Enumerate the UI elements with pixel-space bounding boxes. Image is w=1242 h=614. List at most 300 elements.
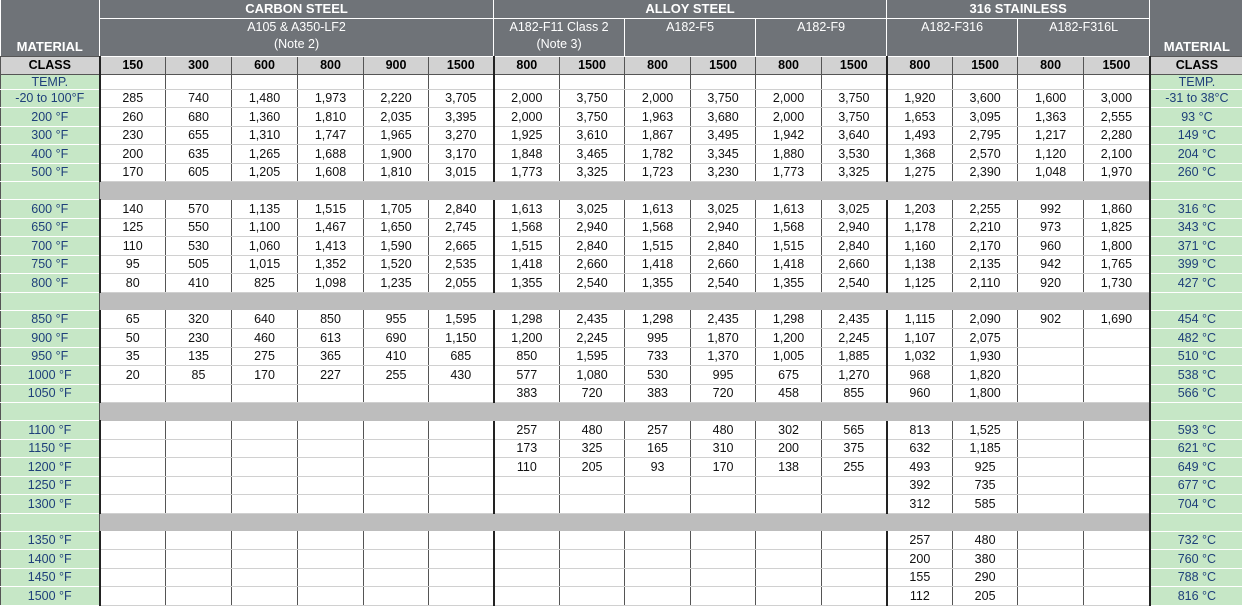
- material-label-right: MATERIAL: [1163, 38, 1230, 54]
- value-cell: [232, 568, 298, 587]
- value-cell: 2,220: [364, 89, 429, 108]
- spacer-band: [100, 182, 1150, 200]
- group-header: ALLOY STEEL: [494, 0, 887, 18]
- value-cell: 2,555: [1084, 108, 1150, 127]
- temp-c-cell: 427 °C: [1150, 274, 1242, 293]
- value-cell: 1,200: [494, 329, 560, 348]
- value-cell: [364, 384, 429, 403]
- value-cell: 2,135: [953, 255, 1018, 274]
- value-cell: [232, 439, 298, 458]
- empty-cell: [429, 74, 494, 89]
- value-cell: [560, 550, 625, 569]
- value-cell: 3,170: [429, 145, 494, 164]
- value-cell: 1,185: [953, 439, 1018, 458]
- table-row: [1, 163, 1242, 182]
- empty-cell: [953, 74, 1018, 89]
- value-cell: [625, 495, 691, 514]
- value-cell: [1084, 476, 1150, 495]
- value-cell: 365: [298, 347, 364, 366]
- temp-f-cell: 1500 °F: [1, 587, 100, 606]
- value-cell: [1018, 439, 1084, 458]
- value-cell: 2,000: [756, 89, 822, 108]
- value-cell: 3,750: [560, 89, 625, 108]
- value-cell: 1,060: [232, 237, 298, 256]
- value-cell: 1,203: [887, 200, 953, 219]
- value-cell: 257: [887, 531, 953, 550]
- value-cell: 1,310: [232, 126, 298, 145]
- class-cell: 1500: [429, 56, 494, 74]
- value-cell: [1018, 568, 1084, 587]
- value-cell: 973: [1018, 218, 1084, 237]
- value-cell: 2,255: [953, 200, 1018, 219]
- value-cell: 2,435: [560, 310, 625, 329]
- value-cell: [166, 568, 232, 587]
- value-cell: 2,000: [494, 89, 560, 108]
- spacer-band: [100, 403, 1150, 421]
- value-cell: 2,210: [953, 218, 1018, 237]
- temp-c-cell: 704 °C: [1150, 495, 1242, 514]
- value-cell: [232, 384, 298, 403]
- value-cell: 635: [166, 145, 232, 164]
- value-cell: 1,860: [1084, 200, 1150, 219]
- table-row: [1, 145, 1242, 164]
- value-cell: [625, 476, 691, 495]
- value-cell: 290: [953, 568, 1018, 587]
- value-cell: 3,345: [691, 145, 756, 164]
- table-row: [1, 218, 1242, 237]
- value-cell: [232, 476, 298, 495]
- empty-cell: [887, 74, 953, 89]
- value-cell: 2,245: [822, 329, 887, 348]
- class-label-left: CLASS: [1, 56, 100, 74]
- value-cell: 460: [232, 329, 298, 348]
- value-cell: 3,705: [429, 89, 494, 108]
- value-cell: 655: [166, 126, 232, 145]
- value-cell: 1,773: [494, 163, 560, 182]
- value-cell: [364, 587, 429, 606]
- value-cell: 1,870: [691, 329, 756, 348]
- subgroup-note: (Note 3): [536, 36, 582, 51]
- value-cell: 480: [560, 421, 625, 440]
- temp-c-cell: 538 °C: [1150, 366, 1242, 385]
- value-cell: 605: [166, 163, 232, 182]
- value-cell: 50: [100, 329, 166, 348]
- value-cell: 1,590: [364, 237, 429, 256]
- value-cell: 383: [625, 384, 691, 403]
- value-cell: [429, 384, 494, 403]
- value-cell: 2,840: [691, 237, 756, 256]
- value-cell: 200: [887, 550, 953, 569]
- value-cell: 3,025: [822, 200, 887, 219]
- value-cell: [1018, 458, 1084, 477]
- value-cell: 550: [166, 218, 232, 237]
- temp-f-cell: 500 °F: [1, 163, 100, 182]
- table-row: [1, 421, 1242, 440]
- value-cell: 458: [756, 384, 822, 403]
- value-cell: 1,265: [232, 145, 298, 164]
- table-row: [1, 347, 1242, 366]
- value-cell: [298, 458, 364, 477]
- subgroup-header: [887, 18, 1018, 56]
- value-cell: [756, 495, 822, 514]
- value-cell: 1,275: [887, 163, 953, 182]
- class-cell: 1500: [1084, 56, 1150, 74]
- value-cell: 1,493: [887, 126, 953, 145]
- value-cell: 3,600: [953, 89, 1018, 108]
- value-cell: [494, 476, 560, 495]
- value-cell: 1,360: [232, 108, 298, 127]
- value-cell: 1,520: [364, 255, 429, 274]
- temp-f-cell: 950 °F: [1, 347, 100, 366]
- subgroup-header: [1018, 18, 1150, 56]
- value-cell: [364, 458, 429, 477]
- value-cell: 1,355: [625, 274, 691, 293]
- value-cell: [100, 568, 166, 587]
- value-cell: 3,610: [560, 126, 625, 145]
- value-cell: 1,773: [756, 163, 822, 182]
- value-cell: 570: [166, 200, 232, 219]
- table-row: [1, 531, 1242, 550]
- value-cell: 1,965: [364, 126, 429, 145]
- temp-cell-right: [1150, 513, 1242, 531]
- value-cell: 2,665: [429, 237, 494, 256]
- value-cell: [1018, 384, 1084, 403]
- temp-f-cell: -20 to 100°F: [1, 89, 100, 108]
- value-cell: 1,730: [1084, 274, 1150, 293]
- value-cell: 902: [1018, 310, 1084, 329]
- value-cell: 1,595: [429, 310, 494, 329]
- spacer-row: [1, 182, 1242, 200]
- value-cell: [625, 531, 691, 550]
- value-cell: 3,750: [560, 108, 625, 127]
- value-cell: 1,217: [1018, 126, 1084, 145]
- value-cell: 1,515: [625, 237, 691, 256]
- value-cell: [1018, 531, 1084, 550]
- table-row: [1, 476, 1242, 495]
- value-cell: 1,235: [364, 274, 429, 293]
- empty-cell: [364, 74, 429, 89]
- value-cell: 430: [429, 366, 494, 385]
- value-cell: 230: [166, 329, 232, 348]
- value-cell: 735: [953, 476, 1018, 495]
- value-cell: [429, 421, 494, 440]
- class-cell: 600: [232, 56, 298, 74]
- value-cell: [1084, 421, 1150, 440]
- value-cell: 2,390: [953, 163, 1018, 182]
- value-cell: [429, 495, 494, 514]
- value-cell: 1,200: [756, 329, 822, 348]
- value-cell: 1,480: [232, 89, 298, 108]
- value-cell: [166, 550, 232, 569]
- class-cell: 300: [166, 56, 232, 74]
- value-cell: [756, 568, 822, 587]
- temp-f-cell: 1250 °F: [1, 476, 100, 495]
- value-cell: 2,540: [822, 274, 887, 293]
- value-cell: [1084, 439, 1150, 458]
- subgroup-label: A182-F316: [921, 19, 984, 34]
- value-cell: 1,963: [625, 108, 691, 127]
- value-cell: 813: [887, 421, 953, 440]
- value-cell: 35: [100, 347, 166, 366]
- temp-cell-right: [1150, 182, 1242, 200]
- value-cell: 1,810: [364, 163, 429, 182]
- empty-cell: [756, 74, 822, 89]
- value-cell: 375: [822, 439, 887, 458]
- group-header: CARBON STEEL: [100, 0, 494, 18]
- value-cell: 3,015: [429, 163, 494, 182]
- value-cell: 95: [100, 255, 166, 274]
- temp-f-cell: 1150 °F: [1, 439, 100, 458]
- value-cell: 275: [232, 347, 298, 366]
- value-cell: 1,160: [887, 237, 953, 256]
- temp-f-cell: 400 °F: [1, 145, 100, 164]
- value-cell: 2,745: [429, 218, 494, 237]
- value-cell: [298, 384, 364, 403]
- temp-c-cell: 260 °C: [1150, 163, 1242, 182]
- subgroup-header-row: [1, 18, 1242, 56]
- value-cell: 733: [625, 347, 691, 366]
- class-header-row: [1, 56, 1242, 74]
- value-cell: 2,435: [691, 310, 756, 329]
- temp-c-cell: 371 °C: [1150, 237, 1242, 256]
- value-cell: 110: [494, 458, 560, 477]
- value-cell: 2,840: [822, 237, 887, 256]
- value-cell: 577: [494, 366, 560, 385]
- value-cell: 850: [494, 347, 560, 366]
- value-cell: [364, 439, 429, 458]
- value-cell: 2,540: [691, 274, 756, 293]
- value-cell: [822, 587, 887, 606]
- value-cell: 530: [625, 366, 691, 385]
- value-cell: 1,418: [625, 255, 691, 274]
- temp-f-cell: 600 °F: [1, 200, 100, 219]
- value-cell: [822, 531, 887, 550]
- value-cell: 3,325: [560, 163, 625, 182]
- value-cell: 1,688: [298, 145, 364, 164]
- class-cell: 1500: [822, 56, 887, 74]
- group-header-row: [1, 0, 1242, 18]
- value-cell: 1,970: [1084, 163, 1150, 182]
- value-cell: 530: [166, 237, 232, 256]
- value-cell: [100, 384, 166, 403]
- value-cell: 3,325: [822, 163, 887, 182]
- value-cell: 170: [100, 163, 166, 182]
- value-cell: 942: [1018, 255, 1084, 274]
- value-cell: 200: [100, 145, 166, 164]
- value-cell: [691, 550, 756, 569]
- value-cell: [822, 476, 887, 495]
- table-row: [1, 126, 1242, 145]
- temp-c-cell: 732 °C: [1150, 531, 1242, 550]
- subgroup-label: A182-F9: [797, 19, 846, 34]
- value-cell: 2,000: [494, 108, 560, 127]
- value-cell: 1,178: [887, 218, 953, 237]
- temp-c-cell: 760 °C: [1150, 550, 1242, 569]
- temp-c-cell: 677 °C: [1150, 476, 1242, 495]
- value-cell: [1084, 329, 1150, 348]
- table-row: [1, 550, 1242, 569]
- value-cell: 1,015: [232, 255, 298, 274]
- value-cell: [691, 476, 756, 495]
- value-cell: 112: [887, 587, 953, 606]
- value-cell: 2,055: [429, 274, 494, 293]
- value-cell: [166, 476, 232, 495]
- temp-f-cell: 1000 °F: [1, 366, 100, 385]
- value-cell: 1,115: [887, 310, 953, 329]
- value-cell: 850: [298, 310, 364, 329]
- value-cell: [494, 568, 560, 587]
- temp-f-cell: 1400 °F: [1, 550, 100, 569]
- value-cell: [298, 587, 364, 606]
- empty-cell: [100, 74, 166, 89]
- value-cell: 2,540: [560, 274, 625, 293]
- value-cell: 855: [822, 384, 887, 403]
- value-cell: 1,973: [298, 89, 364, 108]
- value-cell: 2,940: [691, 218, 756, 237]
- value-cell: [364, 421, 429, 440]
- value-cell: 2,660: [691, 255, 756, 274]
- value-cell: 3,750: [822, 89, 887, 108]
- table-row: [1, 108, 1242, 127]
- value-cell: 3,230: [691, 163, 756, 182]
- value-cell: [100, 421, 166, 440]
- value-cell: 173: [494, 439, 560, 458]
- value-cell: 1,747: [298, 126, 364, 145]
- value-cell: 1,125: [887, 274, 953, 293]
- value-cell: 2,035: [364, 108, 429, 127]
- table-row: [1, 89, 1242, 108]
- subgroup-header: [625, 18, 756, 56]
- value-cell: [691, 568, 756, 587]
- value-cell: 257: [494, 421, 560, 440]
- value-cell: 2,245: [560, 329, 625, 348]
- value-cell: 1,568: [756, 218, 822, 237]
- value-cell: 257: [625, 421, 691, 440]
- spacer-band: [100, 292, 1150, 310]
- value-cell: [1084, 366, 1150, 385]
- value-cell: 640: [232, 310, 298, 329]
- value-cell: 1,595: [560, 347, 625, 366]
- temp-c-cell: 621 °C: [1150, 439, 1242, 458]
- value-cell: [100, 439, 166, 458]
- value-cell: 720: [691, 384, 756, 403]
- table-row: [1, 310, 1242, 329]
- value-cell: [429, 476, 494, 495]
- value-cell: [1084, 384, 1150, 403]
- value-cell: [560, 476, 625, 495]
- value-cell: 1,005: [756, 347, 822, 366]
- class-cell: 800: [887, 56, 953, 74]
- material-label-left: MATERIAL: [16, 38, 83, 54]
- empty-cell: [1018, 74, 1084, 89]
- value-cell: 85: [166, 366, 232, 385]
- value-cell: 1,120: [1018, 145, 1084, 164]
- value-cell: 1,298: [625, 310, 691, 329]
- class-cell: 800: [494, 56, 560, 74]
- value-cell: 1,942: [756, 126, 822, 145]
- value-cell: [560, 531, 625, 550]
- value-cell: [232, 421, 298, 440]
- value-cell: 1,613: [625, 200, 691, 219]
- temp-label-right: TEMP.: [1150, 74, 1242, 89]
- value-cell: 690: [364, 329, 429, 348]
- value-cell: 1,098: [298, 274, 364, 293]
- value-cell: 1,298: [494, 310, 560, 329]
- value-cell: 920: [1018, 274, 1084, 293]
- value-cell: [1084, 458, 1150, 477]
- value-cell: 1,925: [494, 126, 560, 145]
- group-header: 316 STAINLESS: [887, 0, 1150, 18]
- value-cell: 1,418: [756, 255, 822, 274]
- value-cell: 93: [625, 458, 691, 477]
- temp-c-cell: 510 °C: [1150, 347, 1242, 366]
- value-cell: 125: [100, 218, 166, 237]
- value-cell: [298, 439, 364, 458]
- temp-c-cell: 204 °C: [1150, 145, 1242, 164]
- value-cell: 285: [100, 89, 166, 108]
- temp-c-cell: 93 °C: [1150, 108, 1242, 127]
- table-row: [1, 237, 1242, 256]
- value-cell: 1,355: [756, 274, 822, 293]
- value-cell: 1,413: [298, 237, 364, 256]
- table-row: [1, 200, 1242, 219]
- value-cell: 613: [298, 329, 364, 348]
- value-cell: 1,368: [887, 145, 953, 164]
- value-cell: [1018, 347, 1084, 366]
- value-cell: 1,880: [756, 145, 822, 164]
- value-cell: 3,750: [691, 89, 756, 108]
- value-cell: 140: [100, 200, 166, 219]
- value-cell: [298, 421, 364, 440]
- value-cell: [364, 550, 429, 569]
- class-cell: 800: [756, 56, 822, 74]
- temp-f-cell: 1200 °F: [1, 458, 100, 477]
- value-cell: [691, 495, 756, 514]
- value-cell: [494, 495, 560, 514]
- value-cell: [625, 587, 691, 606]
- value-cell: [429, 439, 494, 458]
- value-cell: 968: [887, 366, 953, 385]
- temp-f-cell: 300 °F: [1, 126, 100, 145]
- value-cell: 3,025: [560, 200, 625, 219]
- value-cell: [429, 550, 494, 569]
- spacer-row: [1, 513, 1242, 531]
- value-cell: 2,570: [953, 145, 1018, 164]
- temp-cell-left: [1, 292, 100, 310]
- subgroup-label: A182-F316L: [1049, 19, 1119, 34]
- value-cell: [1018, 587, 1084, 606]
- value-cell: 2,660: [822, 255, 887, 274]
- value-cell: 1,608: [298, 163, 364, 182]
- table-row: [1, 274, 1242, 293]
- value-cell: 1,653: [887, 108, 953, 127]
- value-cell: 2,940: [560, 218, 625, 237]
- value-cell: 320: [166, 310, 232, 329]
- value-cell: 1,515: [756, 237, 822, 256]
- empty-cell: [494, 74, 560, 89]
- value-cell: 1,613: [494, 200, 560, 219]
- spacer-row: [1, 292, 1242, 310]
- value-cell: [756, 550, 822, 569]
- value-cell: 170: [691, 458, 756, 477]
- value-cell: 310: [691, 439, 756, 458]
- value-cell: 2,940: [822, 218, 887, 237]
- material-header-left: [1, 0, 100, 56]
- value-cell: 1,370: [691, 347, 756, 366]
- spacer-band: [100, 513, 1150, 531]
- value-cell: [100, 458, 166, 477]
- value-cell: [429, 587, 494, 606]
